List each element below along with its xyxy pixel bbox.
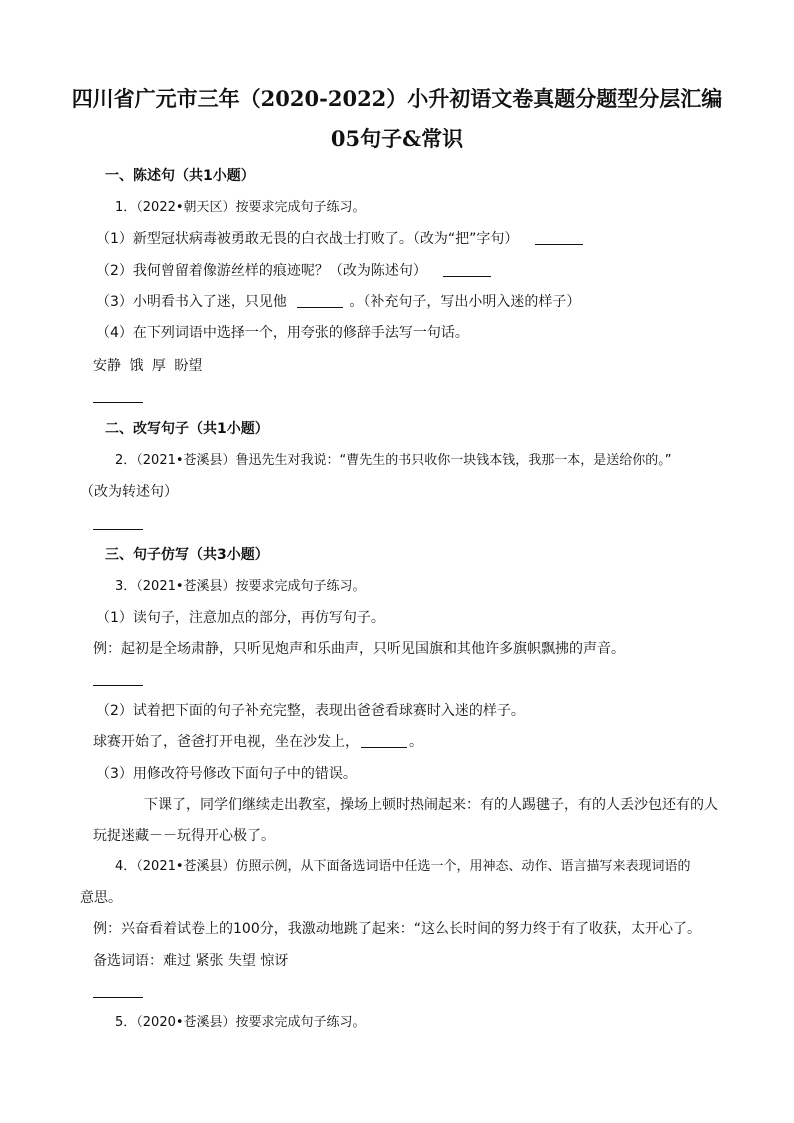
question-4-stem-cont: 意思。 (80, 890, 122, 906)
question-5-stem: 5．（2020•苍溪县）按要求完成句子练习。 (115, 1015, 366, 1030)
question-1-sub-4: （4）在下列词语中选择一个，用夸张的修辞手法写一句话。 (96, 325, 469, 341)
question-4-example: 例：兴奋看着试卷上的100分，我激动地跳了起来：“这么长时间的努力终于有了收获，太开心了。 (93, 921, 701, 937)
answer-line[interactable] (93, 685, 143, 686)
question-3-sub-3: （3）用修改符号修改下面句子中的错误。 (96, 766, 357, 782)
section-heading-1: 一、陈述句（共1小题） (105, 168, 255, 184)
answer-blank[interactable] (535, 230, 583, 245)
page-subtitle: 05句子&常识 (330, 126, 464, 151)
section-heading-3: 三、句子仿写（共3小题） (105, 547, 269, 563)
answer-line[interactable] (93, 997, 143, 998)
answer-line[interactable] (93, 402, 143, 403)
question-1-sub-1 (96, 229, 583, 249)
question-2-stem: 2．（2021•苍溪县）鲁迅先生对我说：“曹先生的书只收你一块钱本钱，我那一本，是送给你的。” (115, 453, 672, 468)
question-3-example: 例：起初是全场肃静，只听见炮声和乐曲声，只听见国旗和其他许多旗帜飘拂的声音。 (93, 641, 625, 657)
question-1-sub-3-text-b: 。（补充句子，写出小明入迷的样子） (349, 294, 581, 310)
question-1-stem: 1．（2022•朝天区）按要求完成句子练习。 (115, 200, 366, 215)
question-1-sub-3 (96, 292, 580, 312)
answer-blank[interactable] (297, 293, 343, 308)
question-3-passage-line-2: 玩捉迷藏－－玩得开心极了。 (93, 828, 275, 844)
answer-blank[interactable] (443, 262, 491, 277)
question-1-word-list: 安静 饿 厚 盼望 (93, 358, 203, 374)
section-heading-2: 二、改写句子（共1小题） (105, 421, 269, 437)
page-title: 四川省广元市三年（2020-2022）小升初语文卷真题分题型分层汇编 (71, 86, 723, 111)
question-1-sub-2-text: （2）我何曾留着像游丝样的痕迹呢？（改为陈述句） (96, 263, 427, 279)
answer-blank[interactable] (361, 733, 407, 748)
question-3-sub-1: （1）读句子，注意加点的部分，再仿写句子。 (96, 610, 385, 626)
question-3-sub-2-sentence-b: 。 (409, 734, 423, 750)
question-1-sub-2 (96, 261, 491, 281)
question-3-passage-line-1: 下课了，同学们继续走出教室，操场上顿时热闹起来：有的人踢毽子，有的人丢沙包还有的人 (144, 797, 718, 813)
question-1-sub-3-text-a: （3）小明看书入了迷，只见他 (96, 294, 287, 310)
answer-line[interactable] (93, 529, 143, 530)
question-4-options: 备选词语：难过 紧张 失望 惊讶 (93, 953, 289, 969)
question-1-sub-1-text: （1）新型冠状病毒被勇敢无畏的白衣战士打败了。（改为“把”字句） (96, 231, 519, 247)
question-2-instruction: （改为转述句） (80, 484, 178, 500)
question-4-stem: 4．（2021•苍溪县）仿照示例，从下面备选词语中任选一个，用神态、动作、语言描写来表现词语的 (115, 859, 691, 874)
question-3-sub-2-sentence-a: 球赛开始了，爸爸打开电视，坐在沙发上， (93, 734, 359, 750)
question-3-stem: 3．（2021•苍溪县）按要求完成句子练习。 (115, 579, 366, 594)
question-3-sub-2-sentence (93, 732, 423, 752)
question-3-sub-2: （2）试着把下面的句子补充完整，表现出爸爸看球赛时入迷的样子。 (96, 703, 525, 719)
